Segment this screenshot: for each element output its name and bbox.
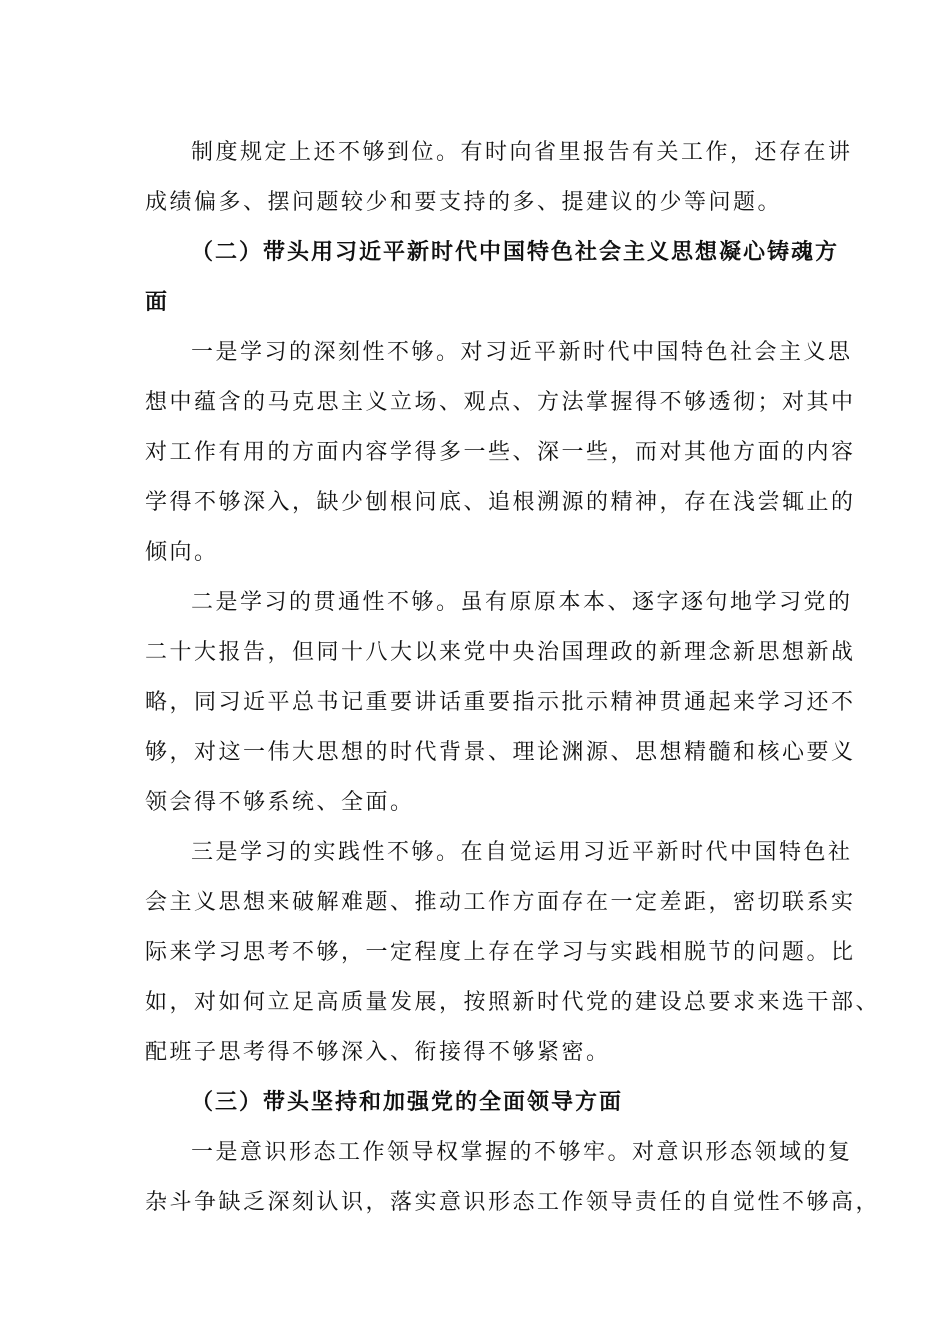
text-line: 际来学习思考不够，一定程度上存在学习与实践相脱节的问题。比 xyxy=(145,940,856,965)
text-line: 一是学习的深刻性不够。对习近平新时代中国特色社会主义思 xyxy=(191,340,853,365)
text-line: 对工作有用的方面内容学得多一些、深一些，而对其他方面的内容 xyxy=(145,440,856,465)
text-line: 二是学习的贯通性不够。虽有原原本本、逐字逐句地学习党的 xyxy=(191,590,853,615)
document-body xyxy=(145,128,881,1228)
text-line: 学得不够深入，缺少刨根问底、追根溯源的精神，存在浅尝辄止的 xyxy=(145,490,856,515)
text-line: 领会得不够系统、全面。 xyxy=(145,790,415,815)
text-line: 二十大报告，但同十八大以来党中央治国理政的新理念新思想新战 xyxy=(145,640,856,665)
text-line: 会主义思想来破解难题、推动工作方面存在一定差距，密切联系实 xyxy=(145,890,856,915)
text-line: 够，对这一伟大思想的时代背景、理论渊源、思想精髓和核心要义 xyxy=(145,740,856,765)
text-line: 制度规定上还不够到位。有时向省里报告有关工作，还存在讲 xyxy=(191,140,853,165)
section-heading-2: （二）带头用习近平新时代中国特色社会主义思想凝心铸魂方 xyxy=(191,240,840,265)
text-line: 一是意识形态工作领导权掌握的不够牢。对意识形态领域的复 xyxy=(191,1140,853,1165)
text-line: 倾向。 xyxy=(145,540,219,565)
text-line: 如，对如何立足高质量发展，按照新时代党的建设总要求来选干部、 xyxy=(145,990,881,1015)
text-line: 想中蕴含的马克思主义立场、观点、方法掌握得不够透彻；对其中 xyxy=(145,390,856,415)
text-line: 成绩偏多、摆问题较少和要支持的多、提建议的少等问题。 xyxy=(145,190,783,215)
text-line: 配班子思考得不够深入、衔接得不够紧密。 xyxy=(145,1040,611,1065)
section-heading-3: （三）带头坚持和加强党的全面领导方面 xyxy=(191,1090,624,1115)
section-heading-2-cont: 面 xyxy=(145,290,170,315)
text-line: 三是学习的实践性不够。在自觉运用习近平新时代中国特色社 xyxy=(191,840,853,865)
text-line: 杂斗争缺乏深刻认识，落实意识形态工作领导责任的自觉性不够高， xyxy=(145,1190,881,1215)
text-line: 略，同习近平总书记重要讲话重要指示批示精神贯通起来学习还不 xyxy=(145,690,856,715)
